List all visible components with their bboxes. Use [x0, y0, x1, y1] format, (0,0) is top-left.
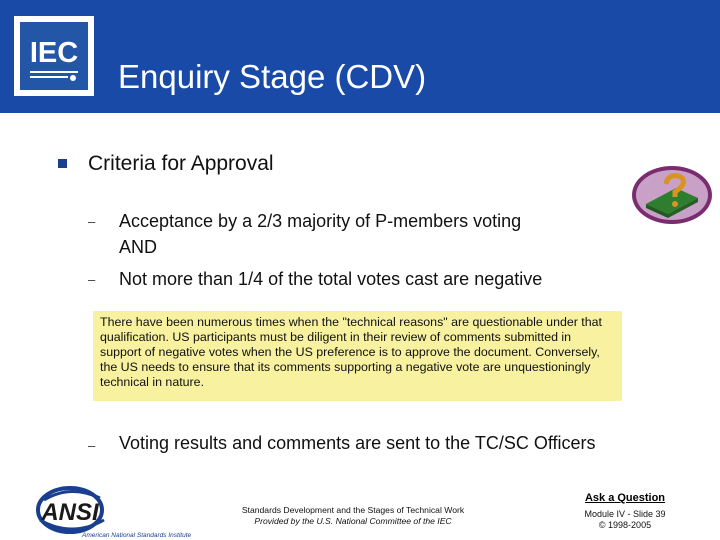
- svg-text:American National Standards In: American National Standards Institute: [82, 532, 192, 539]
- dash-bullet: –: [88, 214, 96, 229]
- list-item: Not more than 1/4 of the total votes cast are negative: [119, 269, 543, 289]
- svg-text:IEC: IEC: [29, 37, 79, 69]
- note-box: There have been numerous times when the "technical reasons" are questionable under that qualification. US participants must be diligent in their review of comments submitted in support of negative votes when the US preference is to approve the document. Conversely, the US needs to ensure that its comments supporting a negative vote are unquestioningly technical in nature.: [93, 311, 622, 401]
- dash-bullet: –: [88, 438, 96, 453]
- iec-logo-icon: [20, 22, 88, 90]
- square-bullet-icon: [58, 159, 67, 168]
- question-book-icon[interactable]: [628, 164, 718, 226]
- header-band: [0, 0, 720, 113]
- page-title: Enquiry Stage (CDV): [118, 58, 427, 95]
- slide-number: Module IV - Slide 39: [584, 509, 666, 519]
- ansi-logo: [30, 486, 220, 540]
- section-heading: Criteria for Approval: [88, 152, 274, 175]
- list-item: Voting results and comments are sent to the TC/SC Officers: [119, 433, 596, 453]
- copyright: © 1998-2005: [598, 520, 652, 530]
- iec-logo: [14, 16, 94, 96]
- slide-info: [560, 509, 690, 531]
- svg-text:ANSI: ANSI: [41, 499, 99, 526]
- footer-caption-line2: Provided by the U.S. National Committee of the IEC: [254, 516, 452, 526]
- ask-question-link[interactable]: Ask a Question: [584, 492, 666, 504]
- list-item: Acceptance by a 2/3 majority of P-members voting: [119, 211, 522, 231]
- footer-caption: [208, 505, 498, 527]
- footer-caption-line1: Standards Development and the Stages of Technical Work: [241, 505, 465, 515]
- dash-bullet: –: [88, 272, 96, 287]
- list-item: AND: [119, 237, 158, 257]
